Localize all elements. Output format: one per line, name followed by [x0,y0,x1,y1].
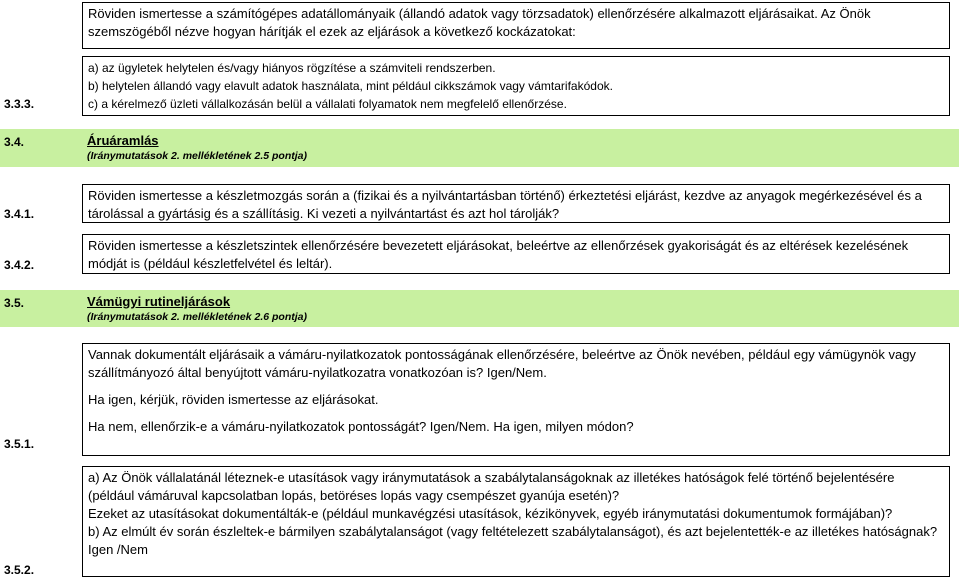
section-number-3-5-1: 3.5.1. [4,437,35,451]
section-3-4-subtitle: (Iránymutatások 2. mellékletének 2.5 pontja) [87,150,307,162]
section-3-3-3-intro-box [82,2,950,49]
section-3-5-1-para-3: Ha nem, ellenőrzik-e a vámáru-nyilatkozatok pontosságát? Igen/Nem. Ha igen, milyen módon? [88,419,634,434]
section-3-5-title: Vámügyi rutineljárások [87,294,231,309]
section-3-5-1-para-2: Ha igen, kérjük, röviden ismertesse az eljárásokat. [88,392,379,407]
section-number-3-3-3: 3.3.3. [4,97,35,111]
section-3-4-title: Áruáramlás [87,133,159,148]
section-3-3-3-item-c: c) a kérelmező üzleti vállalkozásán belül a vállalati folyamatok nem megfelelő ellenőrzése. [88,97,567,111]
section-3-3-3-items-box [82,56,950,116]
section-3-4-2-text: Röviden ismertesse a készletszintek ellenőrzésére bevezetett eljárásokat, beleértve az ellenőrzések gyakoriságát és az eltérések kezelésének módját is (például készletfelvétel és leltár). [88,238,909,271]
section-3-5-2-para-2: Ezeket az utasításokat dokumentálták-e (például munkavégzési utasítások, kézikönyvek, egyéb iránymutatási dokumentumok formájában)? [88,506,893,521]
section-number-3-4: 3.4. [4,135,25,149]
section-number-3-5: 3.5. [4,296,25,310]
section-3-5-2-para-1: a) Az Önök vállalatánál léteznek-e utasítások vagy iránymutatások a szabálytalanságoknak az illetékes hatóságok felé történő bejelentésére (például vámáruval kapcsolatban lopás, betöréses lopás vagy csempészet gyanúja esetén)? [88,470,895,503]
section-3-5-2-box [82,466,950,577]
section-3-4-1-text: Röviden ismertesse a készletmozgás során a (fizikai és a nyilvántartásban történő) érkeztetési eljárást, kezdve az anyagok megérkezésével és a tárolással a gyártásig és a szállításig. Ki vezeti a nyilvántartást és azt hol tárolják? [88,188,922,221]
section-3-3-3-item-a: a) az ügyletek helytelen és/vagy hiányos rögzítése a számviteli rendszerben. [88,61,496,75]
section-3-5-1-para-1: Vannak dokumentált eljárásaik a vámáru-nyilatkozatok pontosságának ellenőrzésére, beleértve az Önök nevében, például egy vámügynök vagy szállítmányozó által benyújtott vámáru-nyilatkozatra vonatkozóan is? Igen/Nem. [88,347,916,380]
section-3-5-1-box [82,343,950,456]
section-3-4-2-box [82,234,950,274]
section-3-3-3-item-b: b) helytelen állandó vagy elavult adatok használata, mint például cikkszámok vagy vámtarifakódok. [88,79,613,93]
section-3-4-1-box [82,184,950,223]
section-3-3-3-intro: Röviden ismertesse a számítógépes adatállományaik (állandó adatok vagy törzsadatok) ellenőrzésére alkalmazott eljárásaikat. Az Önök szemszögéből nézve hogyan hárítják el ezek az eljárások a következő kockázatokat: [88,6,871,39]
section-number-3-4-2: 3.4.2. [4,258,35,272]
section-3-5-2-para-3: b) Az elmúlt év során észleltek-e bármilyen szabálytalanságot (vagy feltételezett szabálytalanságot), és azt bejelentették-e az illetékes hatóságnak? Igen /Nem [88,524,938,557]
section-number-3-5-2: 3.5.2. [4,563,35,577]
section-3-5-subtitle: (Iránymutatások 2. mellékletének 2.6 pontja) [87,311,307,323]
section-number-3-4-1: 3.4.1. [4,207,35,221]
